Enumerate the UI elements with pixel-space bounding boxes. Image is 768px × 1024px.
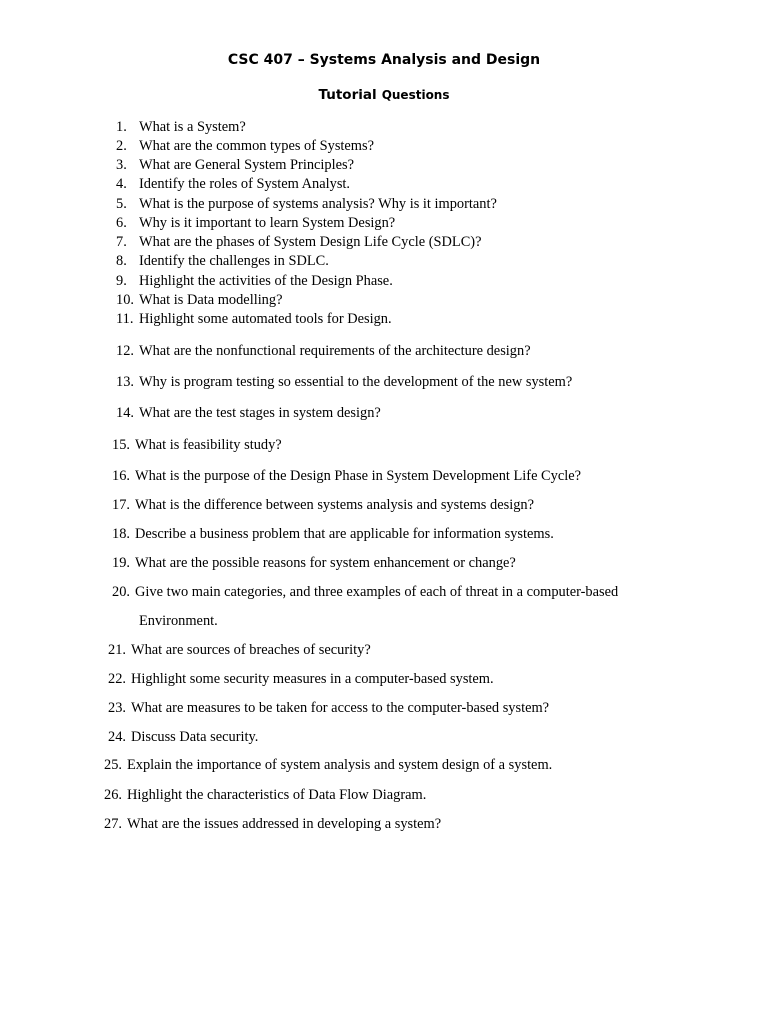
- question-text: Highlight some security measures in a computer-based system.: [131, 671, 494, 687]
- question-text: Highlight some automated tools for Design.: [139, 311, 392, 327]
- question-text: Explain the importance of system analysis and system design of a system.: [127, 757, 553, 773]
- question-text: What is the difference between systems analysis and systems design?: [135, 497, 534, 513]
- question-item: [112, 496, 534, 514]
- question-text: Identify the roles of System Analyst.: [139, 176, 351, 192]
- document-subtitle: [0, 84, 768, 103]
- question-text-continuation: Environment.: [139, 613, 218, 629]
- question-text: Discuss Data security.: [131, 729, 259, 745]
- question-number: 27.: [104, 816, 122, 832]
- question-item: [116, 156, 354, 174]
- question-text: What is a System?: [139, 119, 246, 135]
- question-item: [116, 291, 282, 309]
- question-number: 23.: [108, 700, 126, 716]
- question-item: [104, 786, 426, 804]
- question-number: 6.: [116, 215, 127, 231]
- question-item: [116, 214, 395, 232]
- question-item: [116, 233, 481, 251]
- question-item: [112, 467, 581, 485]
- question-number: 17.: [112, 497, 130, 513]
- question-number: 2.: [116, 138, 127, 154]
- question-text: Why is program testing so essential to the development of the new system?: [139, 374, 573, 390]
- question-number: 18.: [112, 526, 130, 542]
- question-item: [112, 554, 516, 572]
- question-item: [116, 118, 246, 136]
- question-number: 5.: [116, 196, 127, 212]
- question-number: 3.: [116, 157, 127, 173]
- question-number: 11.: [116, 311, 134, 327]
- question-text: What are the nonfunctional requirements of the architecture design?: [139, 343, 531, 359]
- question-text: What are the possible reasons for system enhancement or change?: [135, 555, 516, 571]
- question-text: Give two main categories, and three examples of each of threat in a computer-based: [135, 584, 619, 600]
- question-number: 25.: [104, 757, 122, 773]
- question-text: Identify the challenges in SDLC.: [139, 253, 329, 269]
- question-number: 8.: [116, 253, 127, 269]
- question-number: 1.: [116, 119, 127, 135]
- question-number: 10.: [116, 292, 134, 308]
- question-item: [112, 525, 554, 543]
- question-item: [108, 699, 549, 717]
- question-item: [116, 404, 381, 422]
- question-number: 21.: [108, 642, 126, 658]
- question-text: What are General System Principles?: [139, 157, 354, 173]
- question-text: What is Data modelling?: [139, 292, 283, 308]
- question-item: [116, 272, 393, 290]
- question-item: [116, 137, 374, 155]
- question-item: [116, 342, 531, 360]
- question-text: Describe a business problem that are applicable for information systems.: [135, 526, 554, 542]
- question-number: 13.: [116, 374, 134, 390]
- question-text: What are the phases of System Design Life Cycle (SDLC)?: [139, 234, 482, 250]
- question-number: 24.: [108, 729, 126, 745]
- question-number: 26.: [104, 787, 122, 803]
- question-text: Highlight the activities of the Design Phase.: [139, 273, 393, 289]
- question-number: 7.: [116, 234, 127, 250]
- question-item: [108, 670, 494, 688]
- subtitle-tutorial: Tutorial: [318, 87, 377, 103]
- question-text: What are measures to be taken for access to the computer-based system?: [131, 700, 550, 716]
- question-text: What are the test stages in system design?: [139, 405, 381, 421]
- question-text: What is feasibility study?: [135, 437, 282, 453]
- question-text: What is the purpose of the Design Phase in System Development Life Cycle?: [135, 468, 582, 484]
- question-text: What are the common types of Systems?: [139, 138, 374, 154]
- question-item: [104, 756, 552, 774]
- question-item: [116, 175, 350, 193]
- subtitle-questions: Questions: [381, 88, 450, 102]
- question-text: Why is it important to learn System Design?: [139, 215, 396, 231]
- question-number: 16.: [112, 468, 130, 484]
- question-text: Highlight the characteristics of Data Flow Diagram.: [127, 787, 427, 803]
- question-item: [104, 815, 441, 833]
- question-item: [108, 641, 371, 659]
- question-number: 15.: [112, 437, 130, 453]
- question-number: 14.: [116, 405, 134, 421]
- question-item: [116, 195, 497, 213]
- question-item: [112, 436, 282, 454]
- question-number: 19.: [112, 555, 130, 571]
- question-item: [112, 583, 618, 601]
- question-number: 20.: [112, 584, 130, 600]
- question-text: What are the issues addressed in developing a system?: [127, 816, 442, 832]
- question-number: 22.: [108, 671, 126, 687]
- question-number: 4.: [116, 176, 127, 192]
- question-text: What is the purpose of systems analysis? Why is it important?: [139, 196, 497, 212]
- question-item: [116, 373, 572, 391]
- question-text: What are sources of breaches of security?: [131, 642, 371, 658]
- question-number: 12.: [116, 343, 134, 359]
- question-number: 9.: [116, 273, 127, 289]
- question-item: [116, 252, 329, 270]
- question-item: [108, 728, 258, 746]
- document-title: CSC 407 – Systems Analysis and Design: [227, 52, 541, 68]
- question-item: [116, 310, 392, 328]
